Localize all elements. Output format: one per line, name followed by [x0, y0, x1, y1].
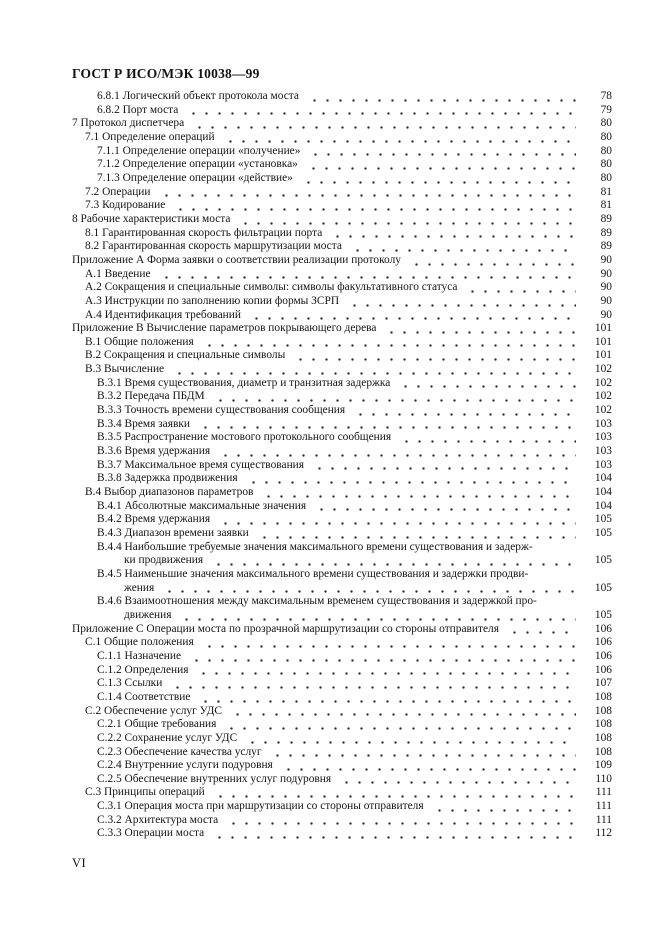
dot-leader	[315, 500, 576, 514]
toc-entry	[72, 404, 612, 418]
toc-entry	[72, 513, 612, 527]
toc-entry	[72, 131, 612, 145]
toc-entry	[72, 172, 612, 186]
toc-entry-title: В.4.6 Взаимоотношения между максимальным временем существования и задержкой про-	[97, 595, 537, 608]
toc-page-number: 90	[600, 294, 612, 307]
toc-entry	[72, 104, 612, 118]
toc-entry	[72, 500, 612, 514]
toc-entry	[72, 377, 612, 391]
dot-leader	[410, 254, 576, 268]
dot-leader	[193, 117, 576, 131]
toc-entry-title: ки продвижения	[124, 554, 204, 567]
dot-leader	[247, 472, 576, 486]
toc-entry-title: 7.3 Кодирование	[85, 199, 166, 212]
toc-entry	[72, 309, 612, 323]
toc-entry-title: В.4.2 Время удержания	[97, 513, 211, 526]
toc-page-number: 109	[594, 759, 612, 772]
toc-page-number: 102	[594, 390, 612, 403]
toc-entry-title: В.3.1 Время существования, диаметр и транзитная задержка	[97, 376, 391, 389]
toc-entry-title: В.3 Вычисление	[85, 363, 165, 376]
toc-entry	[72, 541, 612, 555]
toc-page-number: 106	[594, 649, 612, 662]
toc-entry-title: В.3.5 Распространение мостового протокольного сообщения	[97, 431, 392, 444]
toc-page-number: 89	[600, 226, 612, 239]
dot-leader	[213, 827, 576, 841]
toc-page-number: 106	[594, 663, 612, 676]
toc-entry-title: 6.8.2 Порт моста	[97, 103, 179, 116]
toc-entry-title: В.4 Выбор диапазонов параметров	[85, 486, 254, 499]
toc-page-number: 105	[594, 527, 612, 539]
toc-entry-title: С.3.2 Архитектура моста	[97, 813, 219, 826]
toc-page-number: 103	[594, 458, 612, 471]
toc-page-number: 103	[594, 431, 612, 444]
toc-entry	[72, 759, 612, 773]
toc-entry	[72, 664, 612, 678]
dot-leader	[400, 431, 576, 445]
toc-page-number: 80	[600, 130, 612, 143]
toc-entry-title: В.4.1 Абсолютные максимальные значения	[97, 499, 307, 512]
dot-leader	[307, 158, 576, 172]
toc-entry-title: С.2.2 Сохранение услуг УДС	[97, 731, 238, 744]
dot-leader	[258, 527, 576, 541]
toc-entry	[72, 527, 612, 541]
toc-entry-title: А.3 Инструкции по заполнению копии формы ЗСРП	[85, 294, 340, 307]
toc-page-number: 80	[600, 171, 612, 184]
dot-leader	[246, 732, 576, 746]
toc-page-number: 81	[600, 185, 612, 198]
toc-entry-title: А.4 Идентификация требований	[85, 308, 241, 321]
toc-entry	[72, 336, 612, 350]
toc-page-number: 90	[600, 308, 612, 321]
toc-entry-title: В.3.7 Максимальное время существования	[97, 458, 304, 471]
toc-entry	[72, 609, 612, 623]
toc-page-number: 78	[600, 90, 612, 102]
dot-leader	[227, 814, 576, 828]
toc-entry	[72, 363, 612, 377]
toc-page-number: 102	[594, 404, 612, 417]
toc-page-number: 108	[594, 731, 612, 744]
toc-page-number: 108	[594, 718, 612, 731]
toc-entry-title: В.4.4 Наибольшие требуемые значения максимального времени существования и задерж-	[97, 540, 533, 553]
dot-leader	[163, 582, 576, 596]
toc-entry	[72, 390, 612, 404]
toc-entry-title: С.2 Обеспечение услуг УДС	[85, 704, 222, 717]
toc-page-number: 104	[594, 472, 612, 485]
toc-page-number: 102	[594, 376, 612, 389]
toc-entry	[72, 117, 612, 131]
toc-page-number: 111	[595, 813, 612, 826]
toc-entry-title: Приложение В Вычисление параметров покрывающего дерева	[72, 322, 377, 335]
toc-page-number: 89	[600, 212, 612, 225]
dot-leader	[302, 172, 576, 186]
toc-page-number: 90	[600, 281, 612, 294]
dot-leader	[187, 104, 576, 118]
dot-leader	[160, 268, 576, 282]
dot-leader	[199, 691, 576, 705]
toc-entry	[72, 322, 612, 336]
toc-entry-title: Приложение А Форма заявки о соответствии реализации протоколу	[72, 253, 401, 266]
toc-entry	[72, 746, 612, 760]
dot-leader	[399, 377, 576, 391]
toc-entry-title: В.3.8 Задержка продвижения	[97, 472, 238, 485]
toc-entry-title: Приложение С Операции моста по прозрачной маршрутизации со стороны отправителя	[72, 622, 499, 635]
toc-entry	[72, 472, 612, 486]
toc-entry	[72, 158, 612, 172]
toc-entry-title: С.2.1 Общие требования	[97, 718, 217, 731]
dot-leader	[385, 322, 576, 336]
toc-entry-title: 7.1.3 Определение операции «действие»	[97, 171, 293, 184]
dot-leader	[351, 240, 576, 254]
toc-page-number: 101	[594, 349, 612, 362]
page-number-roman: VI	[72, 856, 87, 870]
toc-entry-title: В.1 Общие положения	[85, 335, 194, 348]
dot-leader	[508, 623, 576, 637]
dot-leader	[180, 609, 576, 623]
dot-leader	[239, 213, 576, 227]
dot-leader	[160, 186, 576, 200]
toc-entry	[72, 90, 612, 104]
toc-entry-title: В.3.3 Точность времени существования сообщения	[97, 404, 346, 417]
toc-entry	[72, 199, 612, 213]
dot-leader	[224, 131, 576, 145]
dot-leader	[348, 295, 576, 309]
toc-entry	[72, 459, 612, 473]
toc-entry-title: В.4.3 Диапазон времени заявки	[97, 527, 249, 539]
dot-leader	[433, 800, 576, 814]
toc-entry	[72, 240, 612, 254]
toc-entry-title: В.3.4 Время заявки	[97, 417, 190, 430]
toc-entry	[72, 568, 612, 582]
toc-entry-title: А.1 Введение	[85, 267, 151, 280]
toc-entry-title: С.3.1 Операция моста при маршрутизации со стороны отправителя	[97, 800, 424, 813]
toc-page-number: 108	[594, 690, 612, 703]
toc-entry-title: 6.8.1 Логический объект протокола моста	[97, 90, 299, 102]
toc-entry	[72, 827, 612, 841]
dot-leader	[197, 664, 576, 678]
toc-entry	[72, 718, 612, 732]
toc-page-number: 103	[594, 417, 612, 430]
toc-entry-title: В.3.2 Передача ПБДМ	[97, 390, 205, 403]
toc-entry	[72, 227, 612, 241]
toc-entry	[72, 732, 612, 746]
toc-page-number: 111	[595, 800, 612, 813]
toc-entry	[72, 691, 612, 705]
toc-page-number: 105	[594, 513, 612, 526]
toc-entry-title: 7.2 Операции	[85, 185, 151, 198]
dot-leader	[308, 90, 576, 104]
toc-entry-title: 7.1.1 Определение операции «получение»	[97, 144, 301, 157]
toc-page-number: 108	[594, 704, 612, 717]
toc-page-number: 90	[600, 267, 612, 280]
toc-page-number: 79	[600, 103, 612, 116]
dot-leader	[219, 513, 576, 527]
toc-entry	[72, 650, 612, 664]
toc-entry-title: В.4.5 Наименьшие значения максимального времени существования и задержки продви-	[97, 567, 529, 580]
dot-leader	[225, 718, 576, 732]
toc-entry	[72, 145, 612, 159]
dot-leader	[190, 650, 576, 664]
dot-leader	[199, 418, 576, 432]
toc-entry	[72, 554, 612, 568]
toc-entry-title: 8 Рабочие характеристики моста	[72, 212, 231, 225]
toc-page-number: 80	[600, 117, 612, 130]
toc-page-number: 104	[594, 499, 612, 512]
dot-leader	[271, 746, 576, 760]
toc-entry-title: 7.1.2 Определение операции «установка»	[97, 158, 298, 171]
toc-page-number: 80	[600, 158, 612, 171]
toc-entry-title: С.1.2 Определения	[97, 663, 189, 676]
toc-page-number: 101	[594, 335, 612, 348]
dot-leader	[174, 199, 576, 213]
toc-entry	[72, 677, 612, 691]
toc-entry	[72, 814, 612, 828]
dot-leader	[250, 309, 576, 323]
dot-leader	[212, 554, 576, 568]
toc-entry-title: С.3.3 Операции моста	[97, 827, 205, 840]
toc-entry-title: С.1.4 Соответствие	[97, 690, 191, 703]
toc-page-number: 105	[594, 554, 612, 567]
dot-leader	[294, 349, 576, 363]
dot-leader	[173, 363, 576, 377]
toc-list	[72, 90, 612, 841]
toc-page-number: 111	[595, 786, 612, 799]
toc-page-number: 90	[600, 253, 612, 266]
document-title: ГОСТ Р ИСО/МЭК 10038—99	[72, 66, 260, 81]
toc-page-number: 106	[594, 636, 612, 649]
toc-entry	[72, 705, 612, 719]
dot-leader	[203, 336, 576, 350]
toc-entry-title: А.2 Сокращения и специальные символы: символы факультативного статуса	[85, 281, 458, 294]
toc-page-number: 89	[600, 240, 612, 253]
toc-page-number: 102	[594, 363, 612, 376]
toc-entry	[72, 349, 612, 363]
toc-entry	[72, 418, 612, 432]
toc-page-number: 106	[594, 622, 612, 635]
toc-entry	[72, 295, 612, 309]
toc-entry-title: 8.1 Гарантированная скорость фильтрации порта	[85, 226, 323, 239]
toc-page-number: 103	[594, 445, 612, 458]
toc-entry	[72, 254, 612, 268]
toc-entry-title: В.2 Сокращения и специальные символы	[85, 349, 286, 362]
toc-entry-title: 7 Протокол диспетчера	[72, 117, 185, 130]
dot-leader	[219, 445, 576, 459]
toc-page-number: 80	[600, 144, 612, 157]
toc-entry	[72, 773, 612, 787]
toc-entry-title: С.2.3 Обеспечение качества услуг	[97, 745, 262, 758]
toc-page-number: 108	[594, 745, 612, 758]
toc-entry	[72, 486, 612, 500]
toc-entry	[72, 431, 612, 445]
dot-leader	[203, 636, 576, 650]
toc-entry	[72, 582, 612, 596]
toc-entry-title: С.2.4 Внутренние услуги подуровня	[97, 759, 273, 772]
dot-leader	[262, 486, 576, 500]
dot-leader	[340, 773, 576, 787]
toc-entry	[72, 213, 612, 227]
dot-leader	[214, 786, 576, 800]
dot-leader	[231, 705, 576, 719]
toc-page-number: 101	[594, 322, 612, 335]
toc-entry	[72, 281, 612, 295]
toc-entry	[72, 623, 612, 637]
toc-entry-title: С.1 Общие положения	[85, 636, 194, 649]
dot-leader	[214, 390, 576, 404]
dot-leader	[171, 677, 576, 691]
toc-entry-title: С.2.5 Обеспечение внутренних услуг подуровня	[97, 772, 332, 785]
toc-entry	[72, 268, 612, 282]
dot-leader	[313, 459, 576, 473]
toc-entry-title: С.1.3 Ссылки	[97, 677, 163, 690]
dot-leader	[282, 759, 576, 773]
toc-page-number: 110	[595, 772, 612, 785]
toc-entry-title: движения	[124, 608, 172, 621]
toc-entry	[72, 595, 612, 609]
toc-page-number: 104	[594, 486, 612, 499]
dot-leader	[331, 227, 576, 241]
toc-entry-title: С.3 Принципы операций	[85, 786, 205, 799]
toc-page-number: 112	[595, 827, 612, 840]
toc-entry	[72, 636, 612, 650]
toc-page-number: 105	[594, 608, 612, 621]
toc-entry-title: В.3.6 Время удержания	[97, 445, 211, 458]
toc-page-number: 107	[594, 677, 612, 690]
toc-entry	[72, 786, 612, 800]
toc-page-number: 105	[594, 581, 612, 594]
toc-entry	[72, 186, 612, 200]
toc-entry-title: жения	[124, 581, 155, 594]
toc-page-number: 81	[600, 199, 612, 212]
toc-entry	[72, 445, 612, 459]
toc-entry-title: С.1.1 Назначение	[97, 649, 182, 662]
toc-entry-title: 7.1 Определение операций	[85, 130, 215, 143]
dot-leader	[354, 404, 576, 418]
dot-leader	[466, 281, 576, 295]
toc-entry	[72, 800, 612, 814]
dot-leader	[309, 145, 576, 159]
toc-entry-title: 8.2 Гарантированная скорость маршрутизации моста	[85, 240, 342, 253]
